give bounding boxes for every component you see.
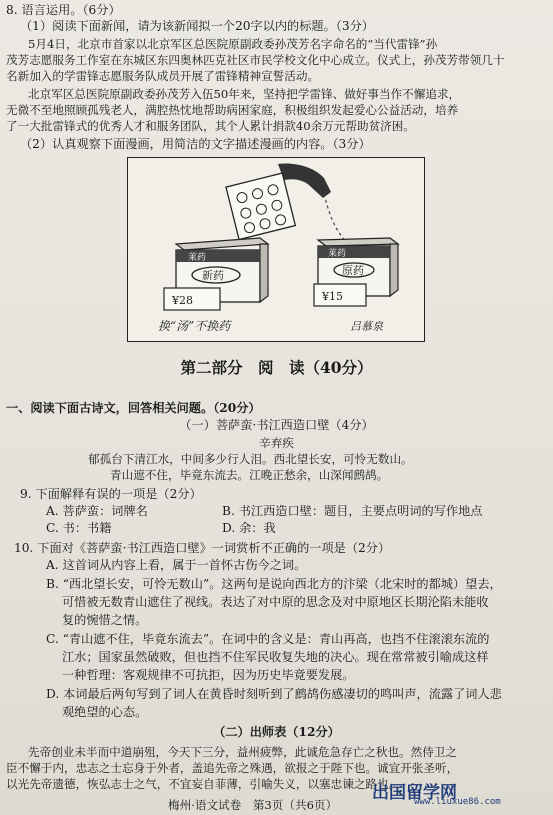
classical-line-2: 臣不懈于内，忠志之士忘身于外者，盖追先帝之殊遇，欲报之于陛下也。诚宜开张圣听， [6, 761, 459, 775]
poem-line-1: 郁孤台下清江水，中间多少行人泪。西北望长安，可怜无数山。 [88, 452, 413, 466]
page-footer: 梅州·语文试卷 第3页（共6页） [168, 798, 338, 812]
news-line-3: 名新加入的学雷锋志愿服务队成员开展了雷锋精神宣誓活动。 [6, 69, 320, 83]
news-line-2: 茂芳志愿服务工作室在东城区东四奥林匹克社区市民学校文化中心成立。仪式上，孙茂芳带领几十 [6, 53, 505, 67]
q9-option-c: C. 书：书籍 [46, 521, 112, 535]
q10-option-d-line1: D. 本词最后两句写到了词人在黄昏时刻听到了鹧鸪伤感凄切的鸣叫声，流露了词人悲 [46, 687, 502, 701]
news-line-4: 北京军区总医院原副政委孙茂芳入伍50年来，坚持把学雷锋、做好事当作不懈追求， [28, 87, 461, 101]
left-box-top-label: 莱药 [188, 253, 207, 263]
poem-title: （一）菩萨蛮·书江西造口壁（4分） [179, 418, 374, 432]
q8-heading: 8. 语言运用。（6分） [6, 3, 121, 17]
q9-option-b: B. 书江西造口壁：题目，主要点明词的写作地点 [222, 504, 483, 518]
classical-line-1: 先帝创业未半而中道崩殂，今天下三分，益州疲弊，此诚危急存亡之秋也。然侍卫之 [28, 745, 457, 759]
cartoon-drawing [128, 158, 424, 341]
cartoon-frame [127, 157, 425, 342]
q10-option-d-line2: 观绝望的心态。 [62, 705, 148, 719]
q9-stem: 9. 下面解释有误的一项是（2分） [20, 487, 202, 501]
cartoon-signature: 吕慕泉 [350, 320, 383, 333]
q10-stem: 10. 下面对《菩萨蛮·书江西造口壁》一词赏析不正确的一项是（2分） [14, 541, 391, 555]
q10-option-c-line1: C. “青山遮不住，毕竟东流去”。在词中的含义是：青山再高，也挡不住滚滚东流的 [46, 632, 490, 646]
news-line-6: 了一大批雷锋式的优秀人才和服务团队，其个人累计捐款40余万元帮助贫济困。 [6, 119, 415, 133]
cartoon-caption: 换“汤”不换药 [158, 319, 231, 333]
q10-option-c-line2: 江水；国家虽然破败，但也挡不住军民收复失地的决心。现在常常被引喻成这样 [62, 650, 489, 664]
watermark-url: www.liuxue86.com [414, 797, 501, 807]
pill-sheet-icon [226, 173, 295, 239]
left-price-label: ¥28 [172, 294, 193, 307]
right-price-label: ¥15 [322, 290, 343, 303]
q9-option-a: A. 菩萨蛮：词牌名 [46, 504, 148, 518]
section-one-heading: 一、阅读下面古诗文，回答相关问题。（20分） [6, 401, 261, 415]
section-two-title: （二）出师表（12分） [213, 725, 340, 739]
watermark-logo: 出国留学网 [372, 783, 457, 803]
q10-option-b-line1: B. “西北望长安，可怜无数山”。这两句是说向西北方的汴梁（北宋时的都城）望去， [46, 577, 502, 591]
classical-line-3: 以光先帝遗德，恢弘志士之气，不宜妄自菲薄，引喻失义，以塞忠谏之路也。 [6, 777, 401, 791]
right-box-top-label: 莱药 [328, 249, 347, 259]
q9-option-d: D. 余：我 [222, 521, 276, 535]
poem-line-2: 青山遮不住，毕竟东流去。江晚正愁余，山深闻鹧鸪。 [110, 468, 389, 482]
poem-author: 辛弃疾 [259, 436, 294, 450]
left-box-main-label: 新药 [202, 269, 224, 282]
q10-option-b-line3: 复的惋惜之情。 [62, 613, 148, 627]
part-two-title: 第二部分 阅 读（40分） [180, 358, 373, 377]
right-box-main-label: 原药 [342, 264, 364, 277]
news-line-5: 无微不至地照顾孤残老人，满腔热忱地帮助病困家庭，积极组织发起爱心公益活动，培养 [6, 103, 459, 117]
q8-sub2: （2）认真观察下面漫画，用简洁的文字描述漫画的内容。（3分） [20, 137, 371, 151]
q10-option-c-line3: 一种哲理：客观规律不可抗拒，因为历史毕竟要发展。 [62, 668, 355, 682]
q10-option-a: A. 这首词从内容上看，属于一首怀古伤今之词。 [46, 558, 307, 572]
q10-option-b-line2: 可惜被无数青山遮住了视线。表达了对中原的思念及对中原地区长期沦陷未能收 [62, 595, 489, 609]
news-line-1: 5月4日，北京市首家以北京军区总医院原副政委孙茂芳名字命名的“当代雷锋”孙 [28, 37, 438, 51]
q8-sub1: （1）阅读下面新闻，请为该新闻拟一个20字以内的标题。（3分） [20, 19, 374, 33]
